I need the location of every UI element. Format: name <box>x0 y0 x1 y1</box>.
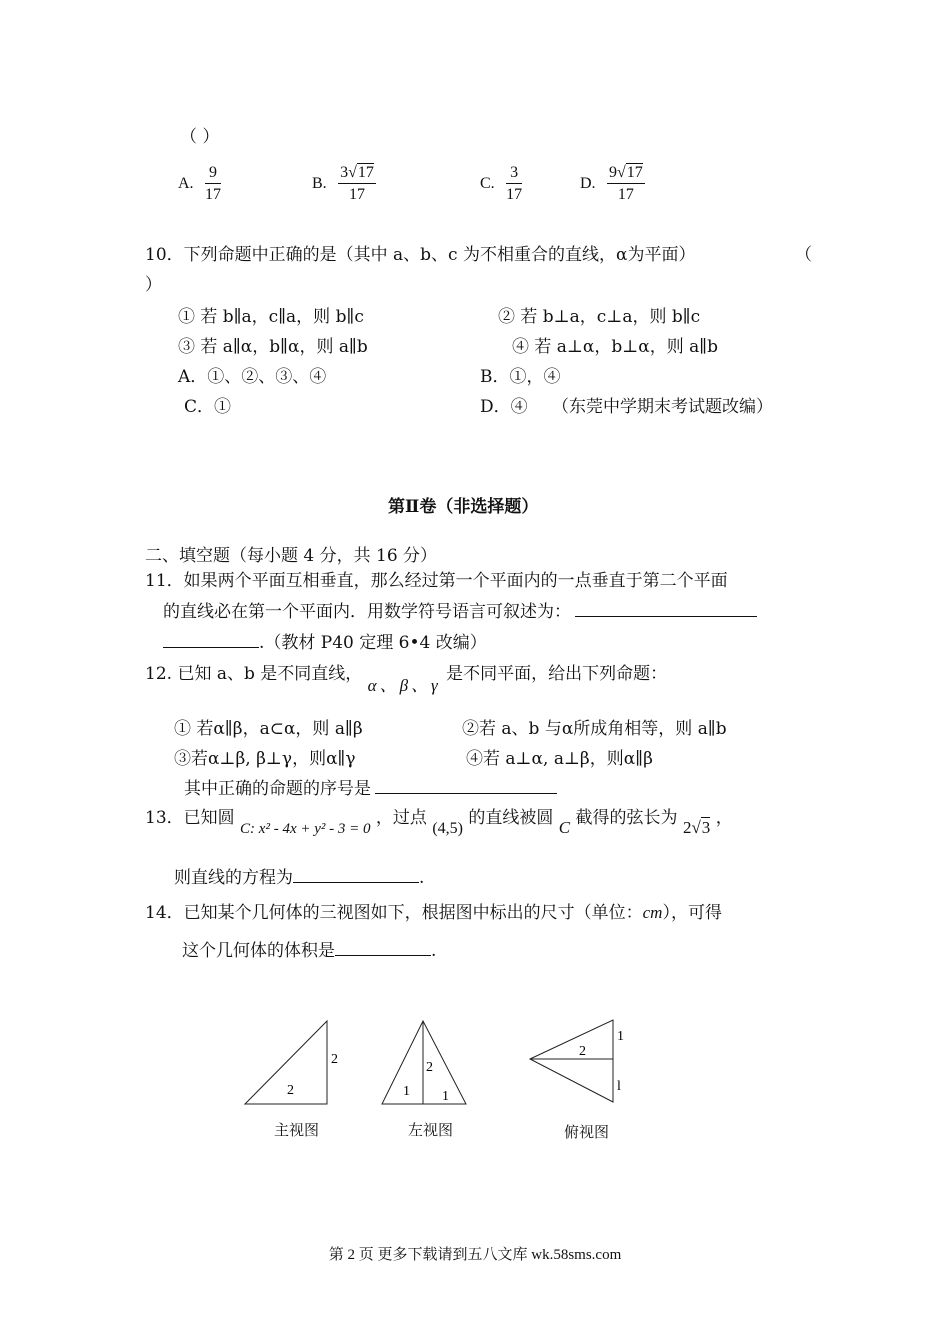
top-view-caption: 俯视图 <box>564 1123 610 1141</box>
side-view <box>382 1021 466 1104</box>
fraction: $\frac{9√17}{17}$ <box>608 164 643 204</box>
q10-prop-2: ② 若 b⊥a，c⊥a，则 b∥c <box>498 307 701 327</box>
q9-answer-paren: （ ） <box>180 127 220 147</box>
q10-choice-d: D．④ <box>480 397 528 417</box>
q10-stem: 10．下列命题中正确的是（其中 a、b、c 为不相重合的直线，α为平面） <box>145 245 696 265</box>
front-view-height-label: 2 <box>331 1052 338 1067</box>
front-view-base-label: 2 <box>287 1083 294 1098</box>
q11-line2: 的直线必在第一个平面内．用数学符号语言可叙述为： <box>163 602 757 622</box>
front-view <box>245 1021 338 1104</box>
fraction: $\frac{9}{17}$ <box>204 164 221 204</box>
q9-option-b: B. $\frac{3√17}{17}$ <box>312 164 374 204</box>
q10-prop-3: ③ 若 a∥α，b∥α，则 a∥b <box>178 337 368 357</box>
fraction: $\frac{3}{17}$ <box>506 164 523 204</box>
q10-source-note: （东莞中学期末考试题改编） <box>552 397 773 417</box>
top-view-lower-label: l <box>617 1079 621 1094</box>
q12-prop-4: ④若 a⊥α, a⊥β，则α∥β <box>466 749 653 769</box>
q12-stem: 12. 已知 a、b 是不同直线， α、β、γ 是不同平面，给出下列命题： <box>145 664 668 695</box>
q14-line2: 这个几何体的体积是 . <box>182 941 437 961</box>
top-view-upper-label: 1 <box>617 1029 624 1044</box>
q10-prop-1: ① 若 b∥a，c∥a，则 b∥c <box>178 307 364 327</box>
q10-prop-4: ④ 若 a⊥α，b⊥α，则 a∥b <box>512 337 719 357</box>
front-view-caption: 主视图 <box>274 1121 320 1139</box>
top-view-length-label: 2 <box>579 1044 586 1059</box>
fill-in-header: 二、填空题（每小题 4 分，共 16 分） <box>145 546 438 566</box>
top-view <box>530 1020 624 1102</box>
side-view-right-label: 1 <box>442 1089 449 1104</box>
q10-choice-b: B．①，④ <box>480 367 561 387</box>
q9-option-a: A. $\frac{9}{17}$ <box>178 164 221 204</box>
q10-choice-a: A．①、②、③、④ <box>178 367 327 387</box>
side-view-height-label: 2 <box>426 1060 433 1075</box>
page-footer: 第 2 页 更多下载请到五八文库 wk.58sms.com <box>328 1247 622 1263</box>
q13-line1: 13．已知圆 C: x² - 4x + y² - 3 = 0 ，过点 (4,5) 的直线被圆 C 截得的弦长为 2√3 ， <box>145 808 733 837</box>
q12-prop-3: ③若α⊥β, β⊥γ，则α∥γ <box>174 749 356 769</box>
q11-line1: 11．如果两个平面互相垂直，那么经过第一个平面内的一点垂直于第二个平面 <box>145 571 728 591</box>
section-title: 第Ⅱ卷（非选择题） <box>388 497 539 517</box>
q9-option-c: C. $\frac{3}{17}$ <box>480 164 523 204</box>
side-view-caption: 左视图 <box>408 1121 454 1139</box>
q14-line1: 14．已知某个几何体的三视图如下，根据图中标出的尺寸（单位：cm），可得 <box>145 903 722 923</box>
q10-paren-close: ） <box>145 275 162 295</box>
q11-line3: .（教材 P40 定理 6•4 改编） <box>163 633 487 653</box>
q12-prop-1: ① 若α∥β，a⊂α，则 a∥β <box>174 719 363 739</box>
q12-ask: 其中正确的命题的序号是 <box>184 779 557 799</box>
q10-choice-c: C．① <box>184 397 232 417</box>
fraction: $\frac{3√17}{17}$ <box>340 164 374 204</box>
side-view-left-label: 1 <box>403 1084 410 1099</box>
q9-option-d: D. $\frac{9√17}{17}$ <box>580 164 643 204</box>
q12-prop-2: ②若 a、b 与α所成角相等，则 a∥b <box>462 719 727 739</box>
q10-paren-open: （ <box>795 245 812 265</box>
q13-line2: 则直线的方程为 . <box>174 868 425 888</box>
